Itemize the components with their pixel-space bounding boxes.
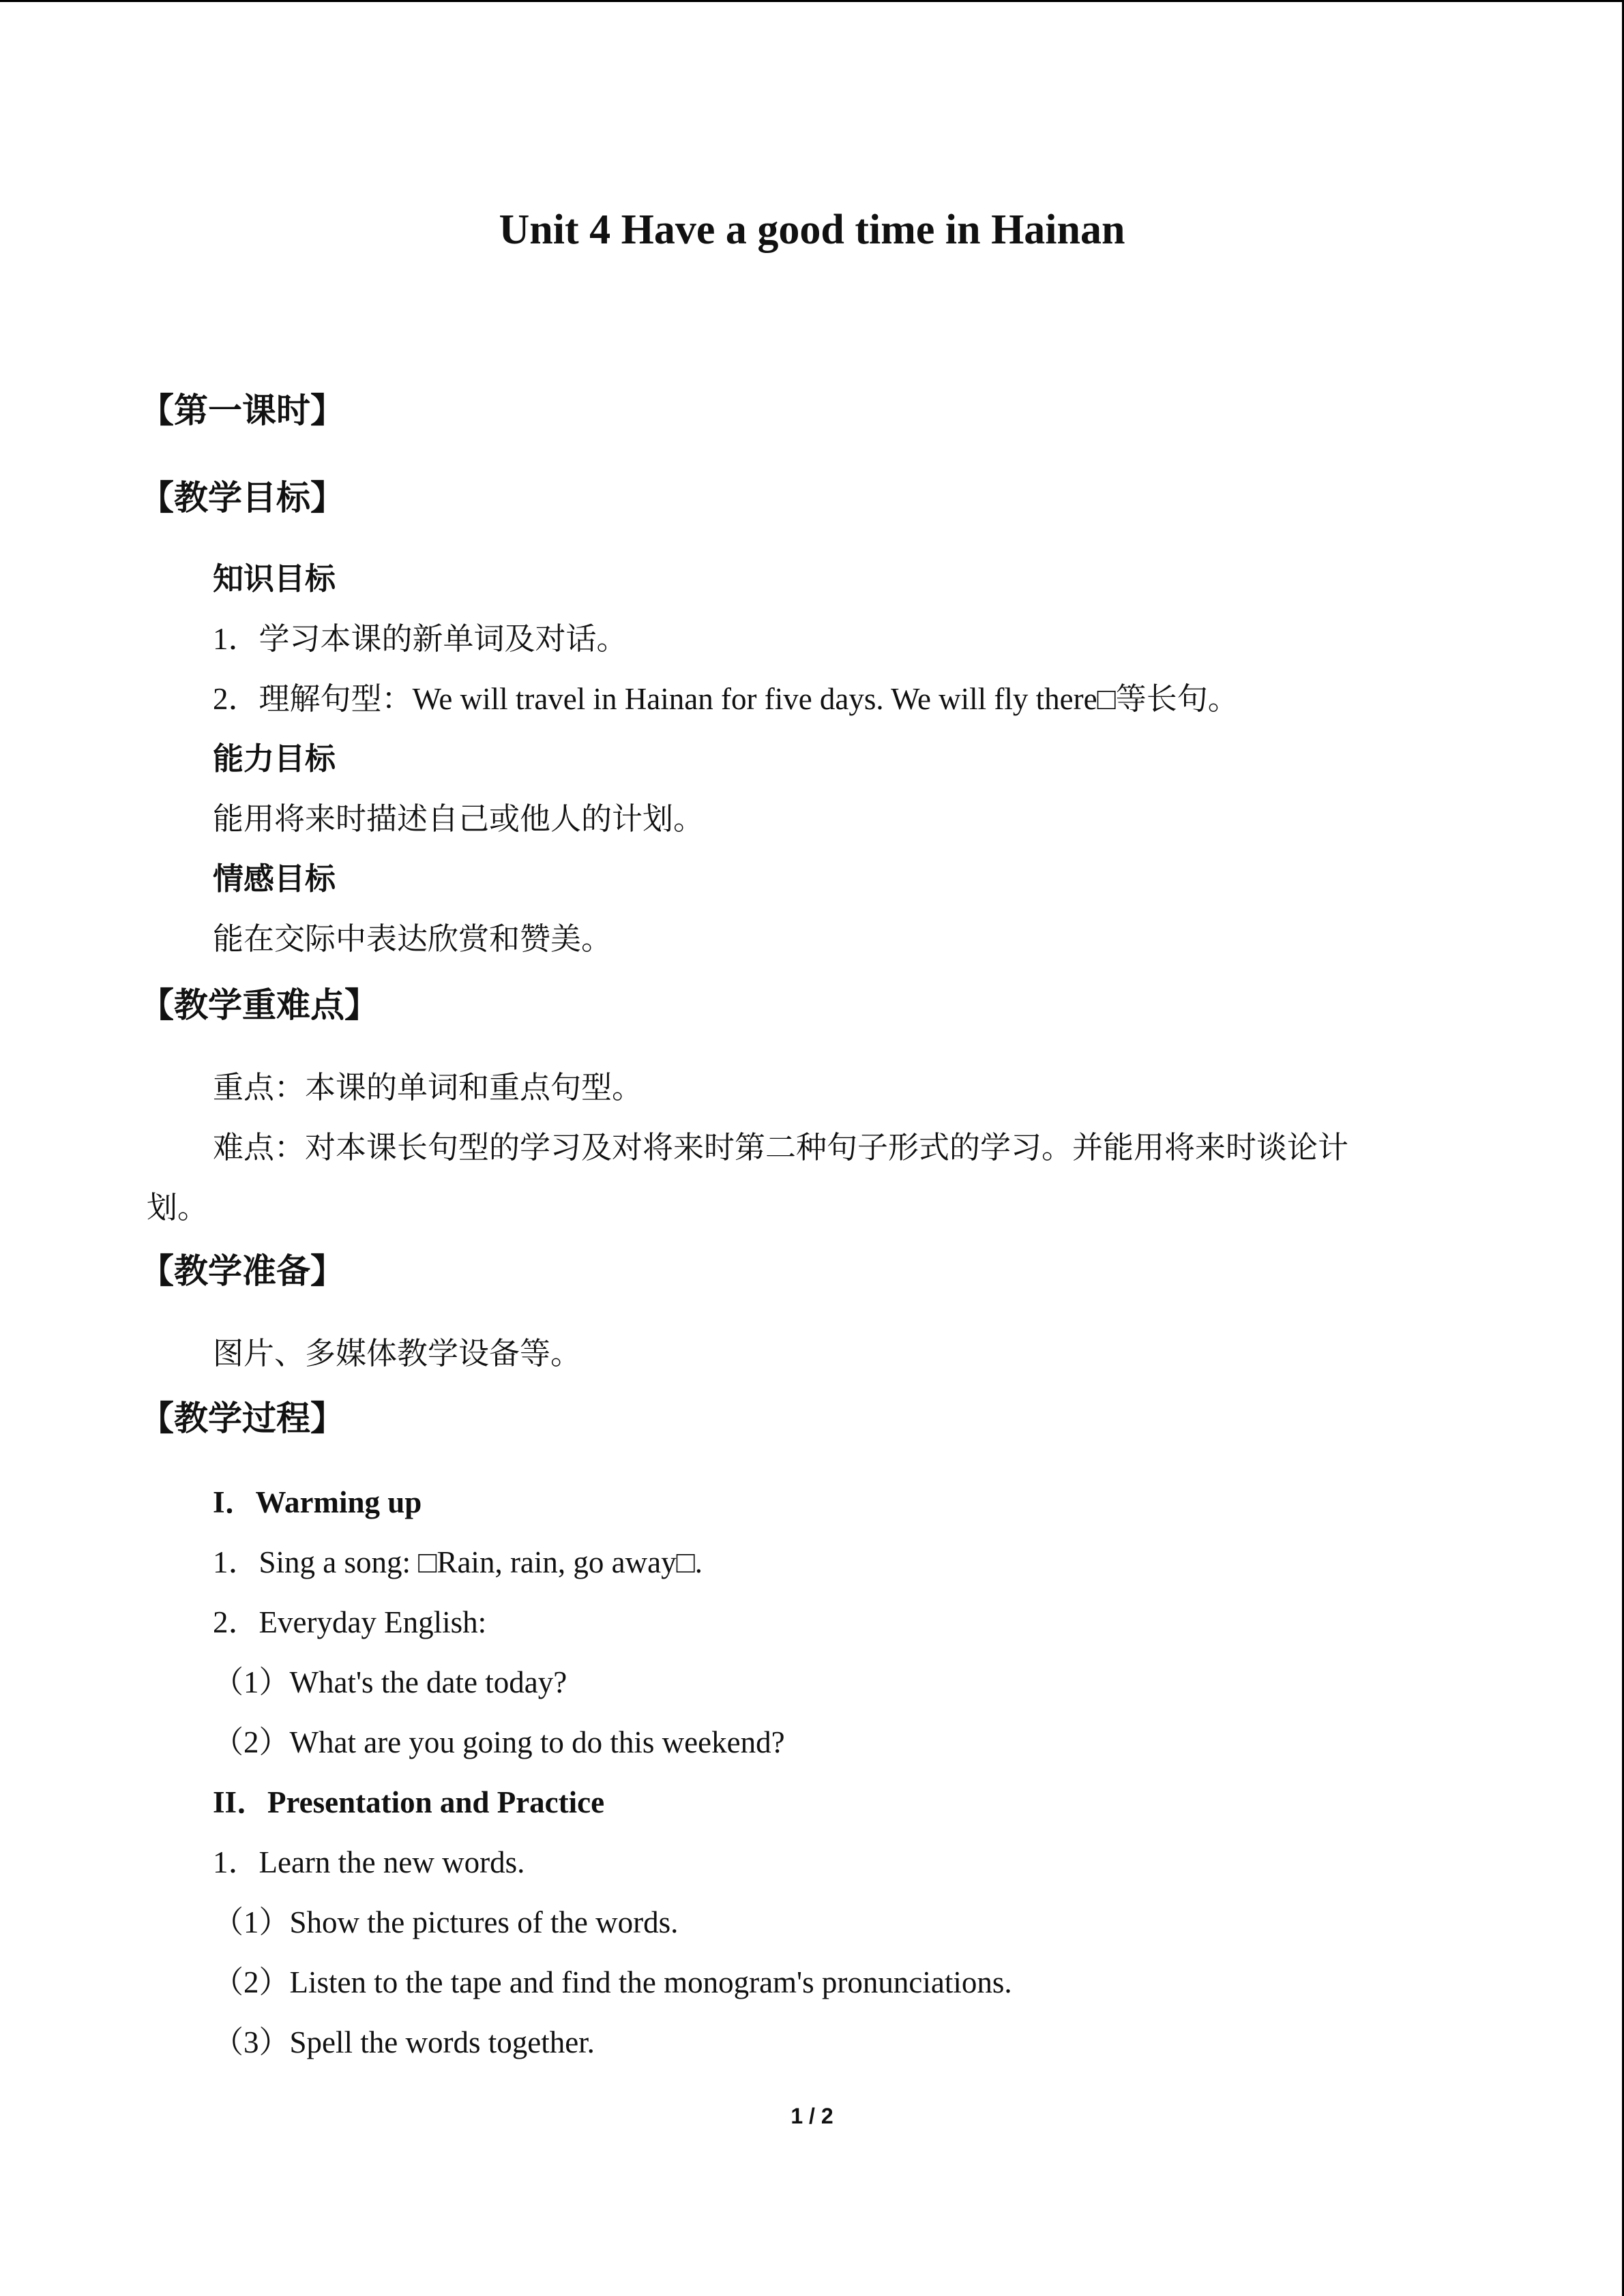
ability-goal-text: 能用将来时描述自己或他人的计划。	[213, 802, 705, 836]
knowledge-goal-item: 2．理解句型：We will travel in Hainan for five days. We will fly there□等长句。	[213, 682, 1239, 716]
key-points-heading: 【教学重难点】	[140, 985, 379, 1025]
lesson-heading: 【第一课时】	[140, 391, 344, 430]
page-number: 1 / 2	[791, 2104, 833, 2128]
process-item: （1）What's the date today?	[213, 1665, 567, 1699]
ability-goals-heading: 能力目标	[213, 741, 336, 777]
document-title: Unit 4 Have a good time in Hainan	[499, 207, 1125, 253]
process-item: 1．Sing a song: □Rain, rain, go away□.	[213, 1545, 703, 1579]
knowledge-goals-heading: 知识目标	[213, 561, 336, 597]
knowledge-goal-item: 1．学习本课的新单词及对话。	[213, 622, 628, 656]
emotion-goal-text: 能在交际中表达欣赏和赞美。	[213, 922, 612, 956]
preparation-text: 图片、多媒体教学设备等。	[213, 1337, 582, 1371]
process-item: （2）What are you going to do this weekend?	[213, 1725, 785, 1759]
key-point-focus: 重点：本课的单词和重点句型。	[213, 1071, 643, 1105]
process-item: 1．Learn the new words.	[213, 1845, 525, 1879]
process-item: （3）Spell the words together.	[213, 2025, 595, 2059]
process-item: （2）Listen to the tape and find the monogram's pronunciations.	[213, 1965, 1012, 1999]
process-item: （1）Show the pictures of the words.	[213, 1905, 679, 1939]
presentation-heading: II．Presentation and Practice	[213, 1785, 605, 1819]
process-item: 2．Everyday English:	[213, 1605, 487, 1639]
warming-up-heading: I．Warming up	[213, 1485, 422, 1519]
page-border-top	[0, 0, 1624, 2]
key-point-difficulty-continued: 划。	[147, 1191, 209, 1225]
process-heading: 【教学过程】	[140, 1399, 344, 1438]
emotion-goals-heading: 情感目标	[213, 861, 336, 897]
teaching-goals-heading: 【教学目标】	[140, 478, 344, 518]
preparation-heading: 【教学准备】	[140, 1251, 344, 1291]
key-point-difficulty: 难点：对本课长句型的学习及对将来时第二种句子形式的学习。并能用将来时谈论计	[213, 1131, 1349, 1165]
